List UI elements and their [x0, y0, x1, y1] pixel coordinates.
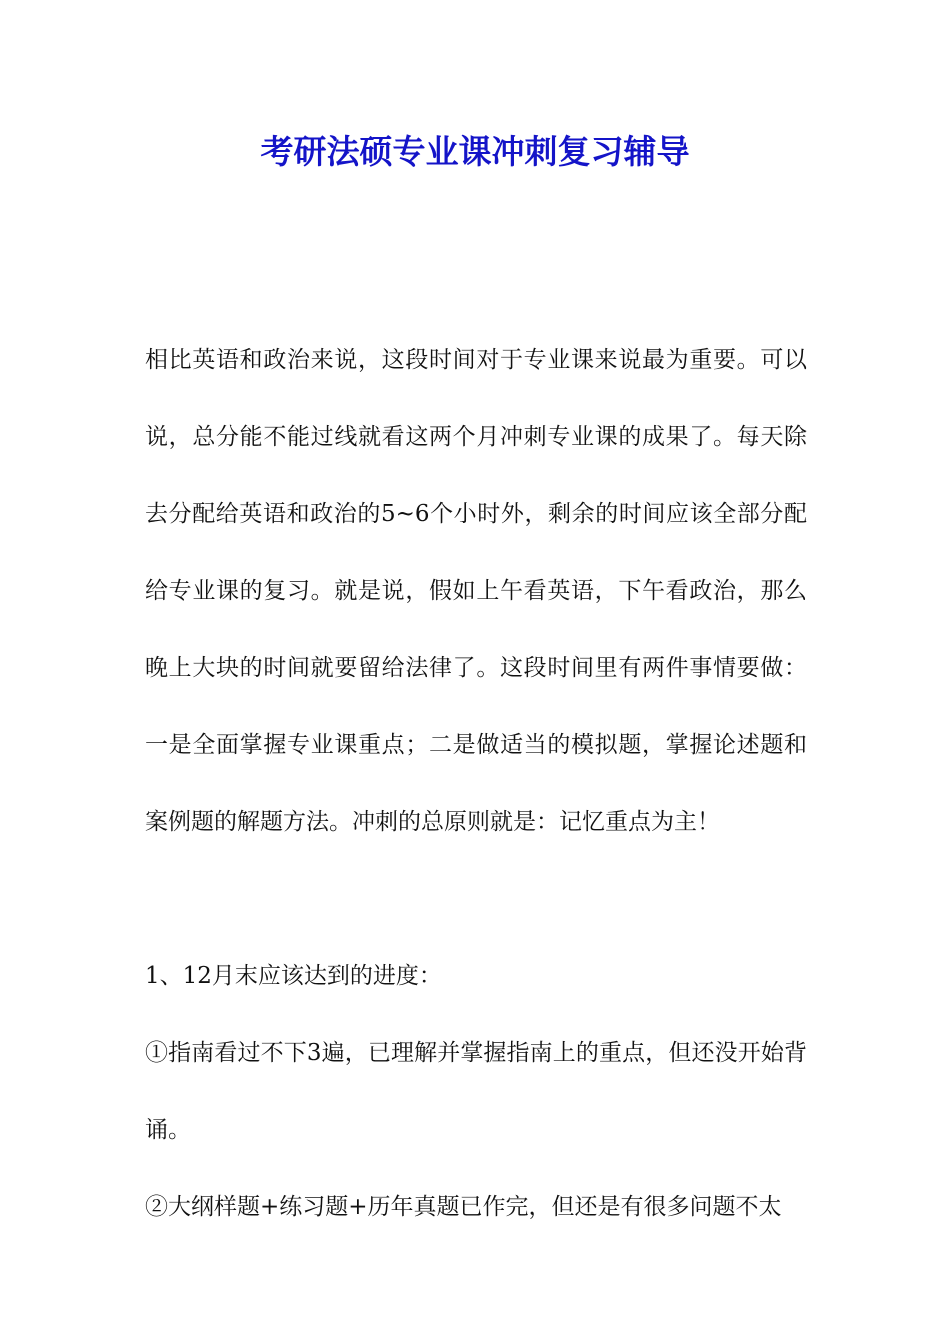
- document-title: 考研法硕专业课冲刺复习辅导: [260, 132, 690, 171]
- intro-paragraph: 相比英语和政治来说，这段时间对于专业课来说最为重要。可以说，总分能不能过线就看这两个月冲刺专业课的成果了。每天除去分配给英语和政治的5~6个小时外，剩余的时间应该全部分配给专业课的复习。就是说，假如上午看英语，下午看政治，那么晚上大块的时间就要留给法律了。这段时间里有两件事情要做：一是全面掌握专业课重点；二是做适当的模拟题，掌握论述题和案例题的解题方法。冲刺的总原则就是：记忆重点为主！: [145, 347, 807, 835]
- list-item: ①指南看过不下3遍，已理解并掌握指南上的重点，但还没开始背诵。: [145, 1040, 807, 1143]
- section-heading: 1、12月末应该达到的进度：: [145, 963, 442, 989]
- list-item: ②大纲样题+练习题+历年真题已作完，但还是有很多问题不太: [145, 1194, 782, 1220]
